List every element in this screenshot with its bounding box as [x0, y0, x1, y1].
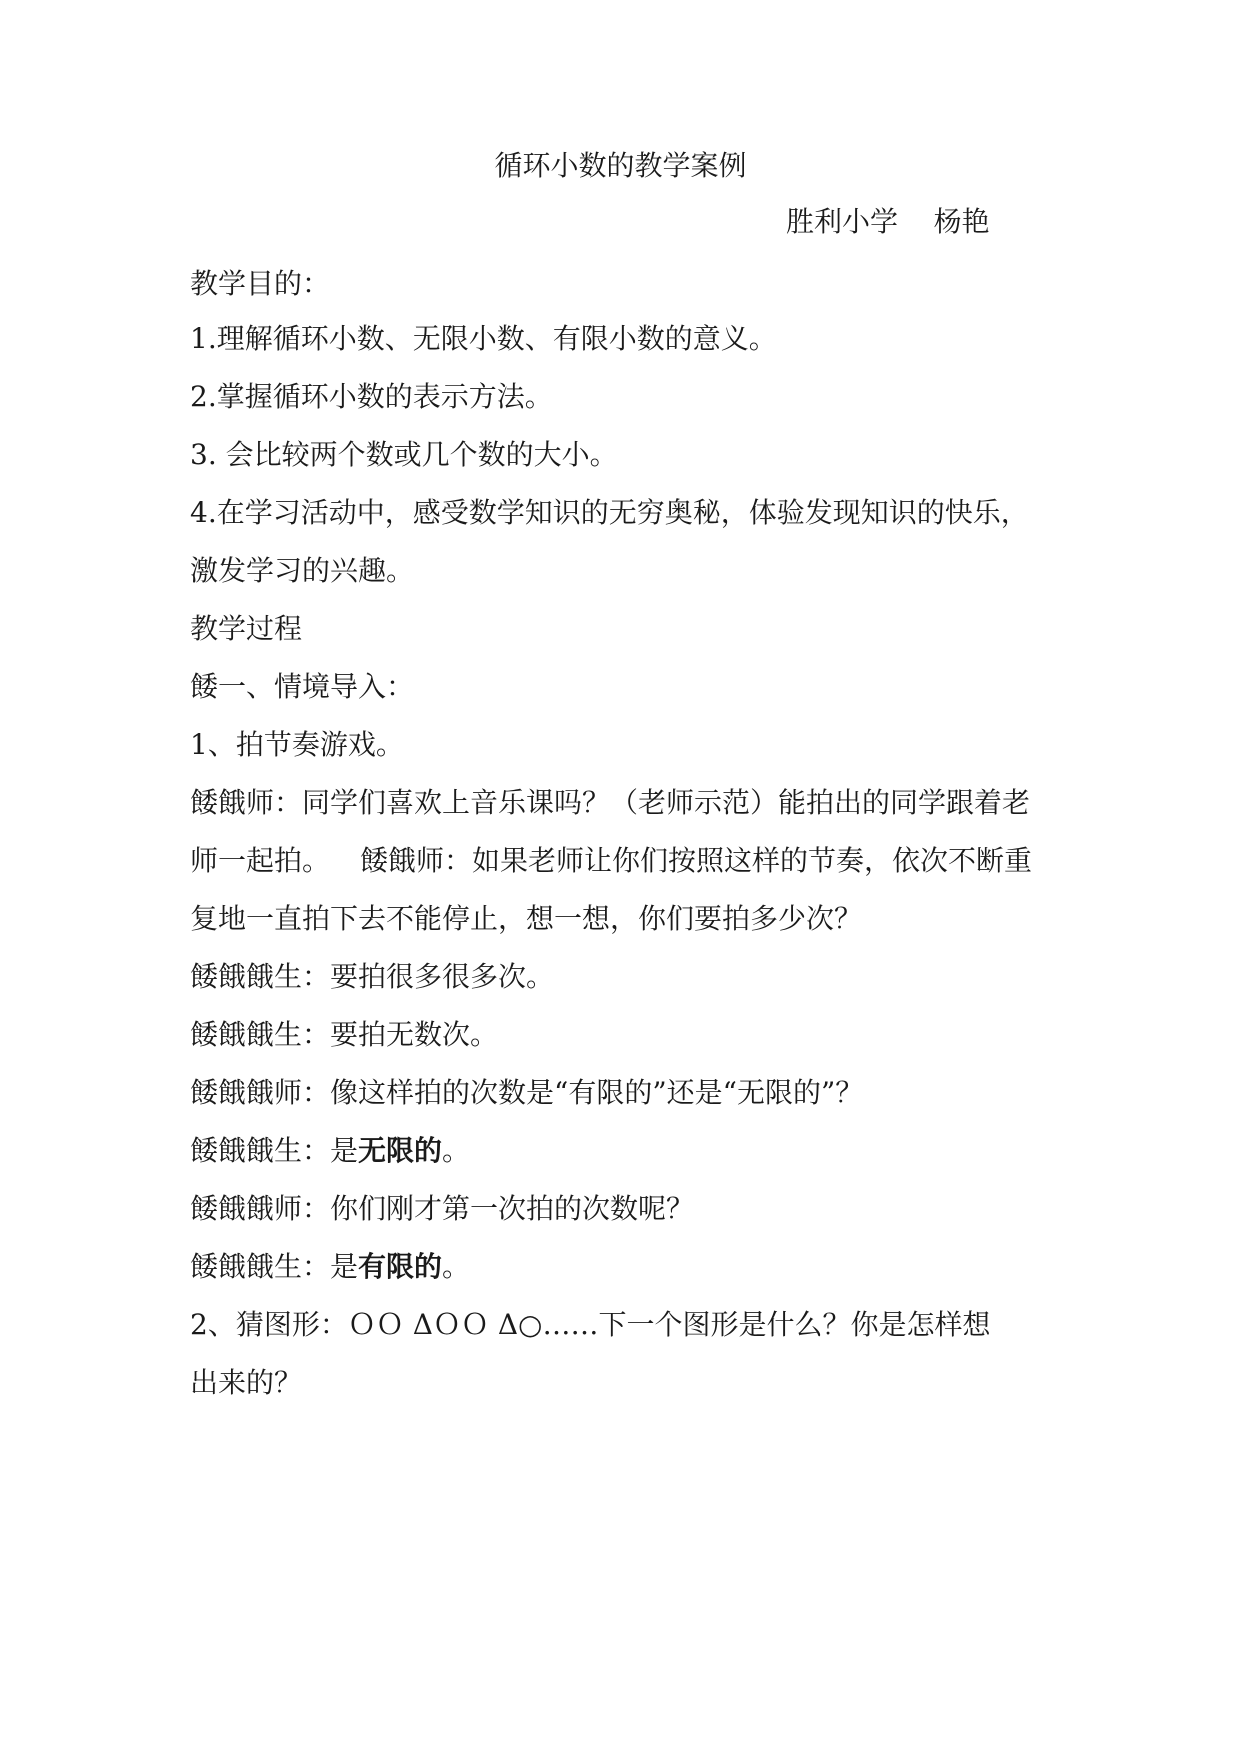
- doc-title: 循环小数的教学案例: [494, 149, 747, 182]
- dialog-line-3: 复地一直拍下去不能停止，想一想，你们要拍多少次？: [190, 902, 863, 935]
- dialog-line-4: 餧餓餓生：要拍很多很多次。: [190, 960, 555, 993]
- item1: 1、拍节奏游戏。: [190, 728, 404, 761]
- dialog-line-9a: 餧餓餓生：是: [190, 1250, 359, 1283]
- process-heading: 教学过程: [190, 612, 303, 645]
- dialog-line-6: 餧餓餓师：像这样拍的次数是“有限的”还是“无限的”？: [190, 1076, 864, 1109]
- dialog-line-2: [190, 841, 1070, 881]
- bold-infinite: 无限的: [358, 1134, 443, 1167]
- item2-line-1: 2、猜图形：ＯＯ ΔＯＯ Δ○……下一个图形是什么？你是怎样想: [190, 1308, 991, 1341]
- dialog-line-9c: 。: [442, 1250, 471, 1283]
- dialog-line-2b: 餧餓师：如果老师让你们按照这样的节奏，依次不断重: [360, 844, 1033, 877]
- objectives-heading: 教学目的：: [190, 267, 331, 300]
- dialog-line-2a: 师一起拍。: [190, 844, 331, 877]
- dialog-line-1: 餧餓师：同学们喜欢上音乐课吗？（老师示范）能拍出的同学跟着老: [190, 786, 1031, 819]
- bold-finite: 有限的: [358, 1250, 443, 1283]
- section1-heading: 餧一、情境导入：: [190, 670, 415, 703]
- dialog-line-7c: 。: [442, 1134, 471, 1167]
- objective-4-cont: 激发学习的兴趣。: [190, 554, 415, 587]
- doc-author: 胜利小学 杨艳: [786, 205, 990, 238]
- dialog-line-5: 餧餓餓生：要拍无数次。: [190, 1018, 499, 1051]
- item2-line-2: 出来的？: [190, 1366, 303, 1399]
- objective-2: 2.掌握循环小数的表示方法。: [190, 380, 553, 413]
- dialog-line-9: [190, 1247, 1070, 1287]
- dialog-line-7: [190, 1131, 1070, 1171]
- objective-3: 3. 会比较两个数或几个数的大小。: [190, 438, 618, 471]
- objective-1: 1.理解循环小数、无限小数、有限小数的意义。: [190, 322, 777, 355]
- dialog-line-7a: 餧餓餓生：是: [190, 1134, 359, 1167]
- dialog-line-8: 餧餓餓师：你们刚才第一次拍的次数呢？: [190, 1192, 695, 1225]
- objective-4: 4.在学习活动中，感受数学知识的无穷奥秘，体验发现知识的快乐，: [190, 496, 1029, 529]
